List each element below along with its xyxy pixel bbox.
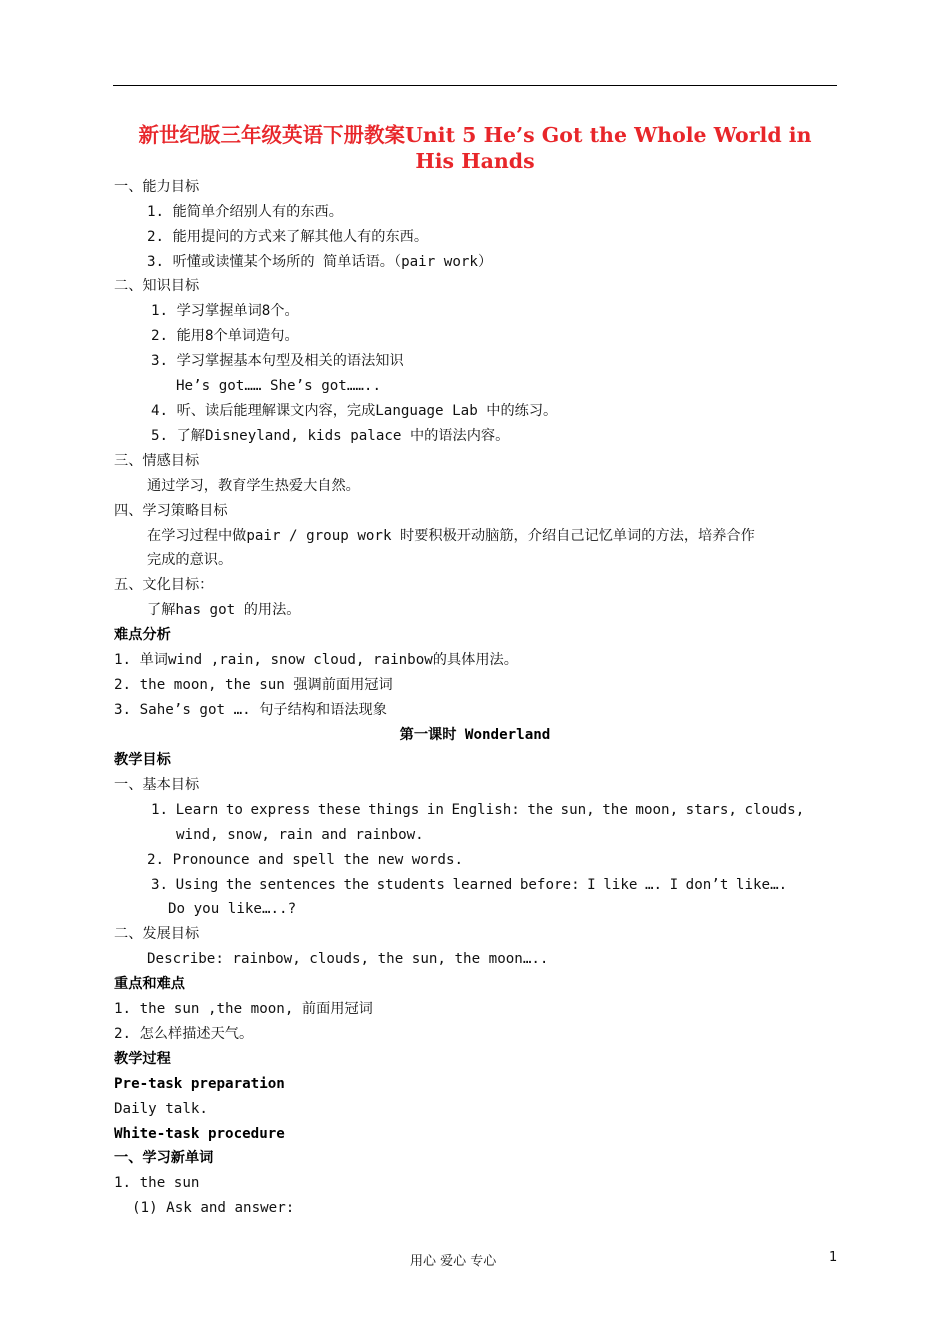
paragraph: 了解has got 的用法。 [147, 602, 301, 618]
section-heading: 五、文化目标： [114, 577, 214, 593]
list-item: 1. 学习掌握单词8个。 [151, 303, 299, 319]
section-heading: 二、知识目标 [114, 278, 200, 294]
section-heading: 二、发展目标 [114, 926, 200, 942]
section-heading: 四、学习策略目标 [114, 503, 228, 519]
list-item: 3. Using the sentences the students learned before: I like …. I don’t like…. [151, 877, 788, 893]
title-line-1: 新世纪版三年级英语下册教案Unit 5 He’s Got the Whole World in [138, 123, 812, 147]
list-item: 1. the sun ,the moon, 前面用冠词 [114, 1001, 373, 1017]
list-item: 2. 怎么样描述天气。 [114, 1026, 254, 1042]
list-item-continuation: wind, snow, rain and rainbow. [176, 827, 424, 843]
list-item: 4. 听、读后能理解课文内容，完成Language Lab 中的练习。 [151, 403, 558, 419]
section-heading: 三、情感目标 [114, 453, 200, 469]
paragraph: Describe: rainbow, clouds, the sun, the moon….. [147, 951, 549, 967]
list-item: 5. 了解Disneyland, kids palace 中的语法内容。 [151, 428, 510, 444]
section-heading: 一、基本目标 [114, 777, 200, 793]
bold-heading: 教学目标 [114, 752, 171, 768]
section-heading: 一、能力目标 [114, 179, 200, 195]
bold-heading: 教学过程 [114, 1051, 171, 1067]
list-item: 2. the moon, the sun 强调前面用冠词 [114, 677, 393, 693]
paragraph: 在学习过程中做pair / group work 时要积极开动脑筋，介绍自己记忆单词的方法，培养合作 [147, 528, 755, 544]
list-item: 1. Learn to express these things in English: the sun, the moon, stars, clouds, [151, 802, 805, 818]
list-item: 3. Sahe’s got …. 句子结构和语法现象 [114, 702, 387, 718]
list-item: 1. 能简单介绍别人有的东西。 [147, 204, 343, 220]
list-item: 2. 能用8个单词造句。 [151, 328, 299, 344]
sentence-pattern: He’s got…… She’s got…….. [176, 378, 381, 394]
bold-heading: 一、学习新单词 [114, 1150, 214, 1166]
lesson-title: 第一课时 Wonderland [399, 727, 551, 743]
list-item: (1) Ask and answer: [132, 1200, 295, 1216]
list-item: 1. 单词wind ,rain, snow cloud, rainbow的具体用法。 [114, 652, 518, 668]
list-item-continuation: Do you like…..? [168, 901, 297, 917]
paragraph: 完成的意识。 [147, 552, 233, 568]
list-item: 2. 能用提问的方式来了解其他人有的东西。 [147, 229, 429, 245]
bold-heading: White-task procedure [114, 1126, 285, 1142]
bold-heading: Pre-task preparation [114, 1076, 285, 1092]
bold-heading: 难点分析 [114, 627, 171, 643]
list-item: 2. Pronounce and spell the new words. [147, 852, 464, 868]
list-item: 3. 听懂或读懂某个场所的 简单话语。（pair work） [147, 254, 493, 270]
paragraph: Daily talk. [114, 1101, 208, 1117]
list-item: 3. 学习掌握基本句型及相关的语法知识 [151, 353, 404, 369]
document-title [113, 122, 837, 174]
list-item: 1. the sun [114, 1175, 200, 1191]
bold-heading: 重点和难点 [114, 976, 185, 992]
title-line-2: His Hands [415, 149, 535, 173]
paragraph: 通过学习，教育学生热爱大自然。 [147, 478, 360, 494]
footer-slogan: 用心 爱心 专心 [410, 1254, 497, 1269]
page-number: 1 [829, 1250, 838, 1265]
header-rule [113, 85, 837, 86]
